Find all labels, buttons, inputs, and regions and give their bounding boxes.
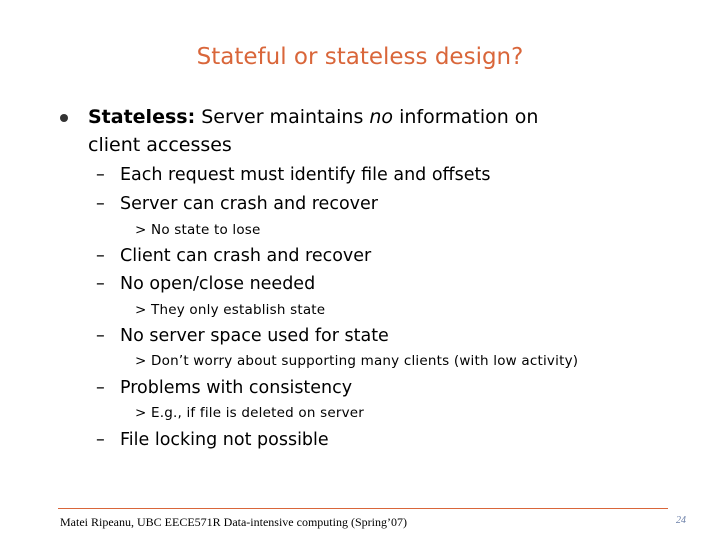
dash-marker: – bbox=[96, 378, 105, 398]
dash-marker: – bbox=[96, 246, 105, 266]
bullet-text-part1: Server maintains bbox=[195, 106, 370, 128]
page-number: 24 bbox=[676, 515, 686, 526]
subsub-item-file-deleted bbox=[135, 405, 364, 421]
subsub-marker: > bbox=[135, 353, 147, 369]
bullet-emphasis: no bbox=[369, 106, 394, 128]
subsub-marker: > bbox=[135, 405, 147, 421]
bullet-dot bbox=[60, 114, 68, 122]
subsub-item-text: No state to lose bbox=[151, 222, 261, 238]
dash-marker: – bbox=[96, 194, 105, 214]
sub-item-no-server-space bbox=[96, 326, 389, 346]
sub-item-text: Each request must identify file and offsets bbox=[120, 165, 491, 185]
footer-divider bbox=[58, 508, 668, 509]
sub-item-text: No open/close needed bbox=[120, 274, 316, 294]
sub-item-no-open-close bbox=[96, 274, 315, 294]
main-bullet-line-1 bbox=[88, 106, 538, 128]
sub-item-consistency bbox=[96, 378, 352, 398]
subsub-item-text: They only establish state bbox=[151, 302, 326, 318]
dash-marker: – bbox=[96, 430, 105, 450]
footer-credit: Matei Ripeanu, UBC EECE571R Data-intensive computing (Spring’07) bbox=[60, 515, 407, 529]
sub-item-file-locking bbox=[96, 430, 329, 450]
sub-item-text: File locking not possible bbox=[120, 430, 329, 450]
sub-item-request-identify bbox=[96, 165, 490, 185]
subsub-marker: > bbox=[135, 302, 147, 318]
subsub-item-text: Don’t worry about supporting many clients (with low activity) bbox=[151, 353, 579, 369]
main-bullet-line-2: client accesses bbox=[88, 134, 232, 156]
sub-item-text: Problems with consistency bbox=[120, 378, 353, 398]
dash-marker: – bbox=[96, 165, 105, 185]
slide-title: Stateful or stateless design? bbox=[196, 44, 524, 70]
dash-marker: – bbox=[96, 274, 105, 294]
bullet-heading: Stateless: bbox=[88, 106, 196, 128]
subsub-item-text: E.g., if file is deleted on server bbox=[151, 405, 365, 421]
sub-item-client-crash bbox=[96, 246, 371, 266]
subsub-item-many-clients bbox=[135, 353, 578, 369]
dash-marker: – bbox=[96, 326, 105, 346]
sub-item-server-crash bbox=[96, 194, 378, 214]
sub-item-text: Server can crash and recover bbox=[120, 194, 378, 214]
bullet-text-part2: information on bbox=[393, 106, 539, 128]
subsub-item-no-state bbox=[135, 222, 261, 238]
subsub-marker: > bbox=[135, 222, 147, 238]
sub-item-text: No server space used for state bbox=[120, 326, 389, 346]
sub-item-text: Client can crash and recover bbox=[120, 246, 372, 266]
subsub-item-establish-state bbox=[135, 302, 325, 318]
